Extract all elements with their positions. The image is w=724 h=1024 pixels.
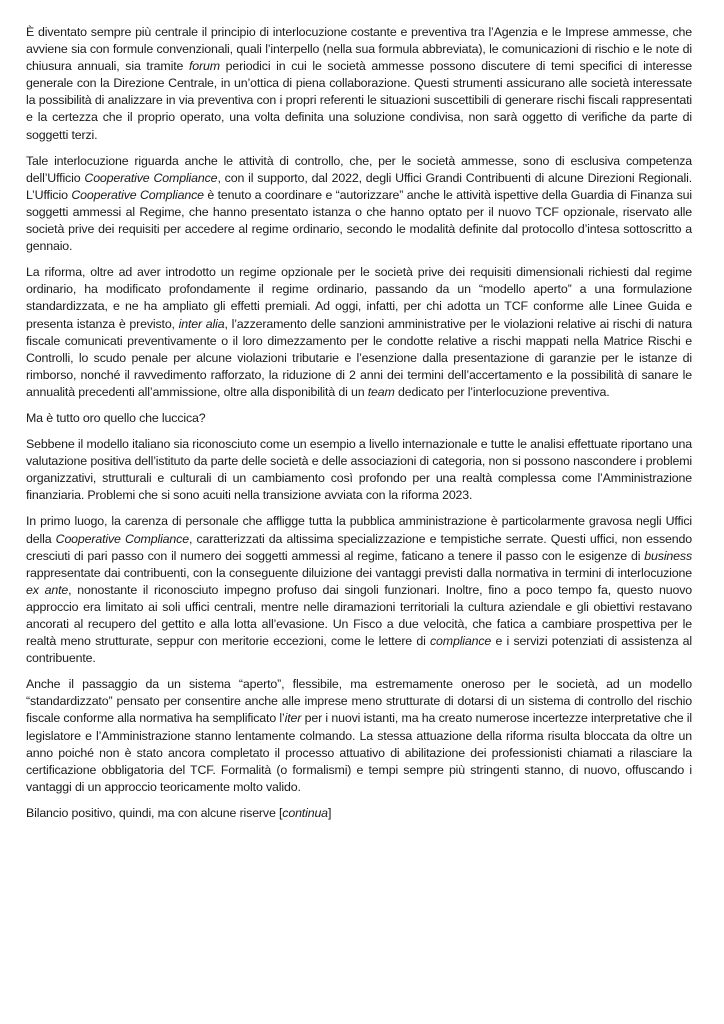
text-run: È diventato sempre più centrale il principio di interlocuzione costante e preventiva tra l’Agenzia e le Imprese ammesse, che avviene sia con formule convenzionali, quali l’interpello (nella sua formula abbreviata), le comunicazioni di rischio e le note di chiusura annuali, sia tramite [26,25,692,74]
italic-term: business [644,548,692,563]
paragraph-p6 [26,513,692,667]
text-run: In primo luogo, la carenza di personale che affligge tutta la pubblica amministrazione è particolarmente gravosa negli Uffici della [26,514,692,546]
text-run: per i nuovi istanti, ma ha creato numerose incertezze interpretative che il legislatore e l’Amministrazione stanno lentamente colmando. La stessa attuazione della riforma risulta bloccata da oltre un anno poiché non è stato ancora completato il processo attuativo di abilitazione dei professionisti chiamati a rilasciare la certificazione obbligatoria del TCF. Formalità (o formalismi) e tempi sempre più stringenti stanno, di nuovo, offuscando i vantaggi di un approccio teoricamente molto valido. [26,711,692,794]
italic-term: compliance [430,634,492,649]
document-body [26,24,692,831]
text-run: rappresentate dai contribuenti, con la conseguente diluizione dei vantaggi previsti dalla normativa in termini di interlocuzione [26,565,692,580]
text-run: dedicato per l’interlocuzione preventiva. [394,384,610,399]
paragraph-p2 [26,153,692,256]
text-run: è tenuto a coordinare e “autorizzare” anche le attività ispettive della Guardia di Finanza sui soggetti ammessi al Regime, che hanno presentato istanza o che hanno optato per il nuovo TCF opzionale, riservato alle società prive dei requisiti per accedere al regime ordinario, secondo le modalità definite dal protocollo d’intesa sottoscritto a gennaio. [26,187,692,254]
italic-term: team [367,384,395,399]
text-run: Sebbene il modello italiano sia riconosciuto come un esempio a livello internazionale e tutte le analisi effettuate riportano una valutazione positiva dell’istituto da parte delle società e delle associazioni di categoria, non si possono nascondere i problemi organizzativi, strutturali e culturali di un cambiamento così profondo per una realtà complessa come l’Amministrazione finanziaria. Problemi che si sono acuiti nella transizione avviata con la riforma 2023. [26,437,692,503]
text-run: ] [327,805,332,820]
italic-term: ex ante [26,582,69,597]
text-run: Anche il passaggio da un sistema “aperto”, flessibile, ma estremamente oneroso per le società, ad un modello “standardizzato” pensato per consentire anche alle imprese meno strutturate di dotarsi di un sistema di controllo del rischio fiscale conforme alla normativa ha semplificato l’ [26,677,692,726]
paragraph-p7 [26,676,692,796]
text-run: Ma è tutto oro quello che luccica? [26,410,206,425]
text-run: e i servizi potenziati di assistenza al contribuente. [26,634,692,666]
text-run: , con il supporto, dal 2022, degli Uffici Grandi Contribuenti di alcune Direzioni Regionali. L’Ufficio [26,170,692,202]
italic-term: forum [188,59,220,74]
paragraph-p3 [26,264,692,401]
text-run: periodici in cui le società ammesse possono discutere di temi specifici di interesse generale con la Direzione Centrale, in un’ottica di piena collaborazione. Questi strumenti assicurano alle società interessate la possibilità di analizzare in via preventiva con i propri referenti le situazioni suscettibili di generare rischi fiscali rappresentati e la certezza che il proprio operato, una volta definita una soluzione condivisa, non sarà oggetto di verifiche da parte di soggetti terzi. [26,59,692,142]
paragraph-p4 [26,410,692,427]
text-run: , nonostante il riconosciuto impegno profuso dai singoli funzionari. Inoltre, fino a poco tempo fa, questo nuovo approccio era limitato ai soli uffici centrali, mentre nelle diramazioni territoriali la cultura aziendale e gli obiettivi restavano ancorati al recupero del gettito e alla lotta all’evasione. Un Fisco a due velocità, che fatica a cambiare prospettiva per le realtà meno strutturate, seppur con meritorie eccezioni, come le lettere di [26,582,692,649]
paragraph-p1 [26,24,692,144]
text-run: La riforma, oltre ad aver introdotto un regime opzionale per le società prive dei requisiti dimensionali richiesti dal regime ordinario, ha modificato profondamente il regime ordinario, passando da un “modello aperto” a una formulazione standardizzata, e ne ha ampliato gli effetti premiali. Ad oggi, infatti, per chi adotta un TCF conforme alle Linee Guida e presenta istanza è previsto, [26,265,692,331]
text-run: , caratterizzati da altissima specializzazione e tempistiche serrate. Questi uffici, non essendo cresciuti di pari passo con il numero dei soggetti ammessi al regime, faticano a tenere il passo con le esigenze di [26,531,692,563]
italic-term: Cooperative Compliance [84,170,218,185]
italic-term: Cooperative Compliance [71,187,204,202]
italic-term: Cooperative Compliance [55,531,189,546]
text-run: Tale interlocuzione riguarda anche le attività di controllo, che, per le società ammesse, sono di esclusiva competenza dell’Ufficio [26,153,692,185]
text-run: Bilancio positivo, quindi, ma con alcune riserve [ [26,805,283,820]
italic-term: inter alia [178,316,225,331]
text-run: , l’azzeramento delle sanzioni amministrative per le violazioni relative ai rischi di natura fiscale comunicati preventivamente o il loro dimezzamento per le condotte relative a rischi mappati nella Matrice Rischi e Controlli, lo scudo penale per alcune violazioni tributarie e l’esenzione dalla presentazione di garanzie per le istanze di rimborso, nonché il ravvedimento rafforzato, la riduzione di 2 anni dei termini dell’accertamento e la possibilità di sanare le annualità precedenti all’ammissione, oltre alla disponibilità di un [26,316,692,399]
italic-term: continua [282,805,328,820]
paragraph-p8 [26,805,692,822]
italic-term: iter [284,711,302,726]
paragraph-p5 [26,436,692,504]
